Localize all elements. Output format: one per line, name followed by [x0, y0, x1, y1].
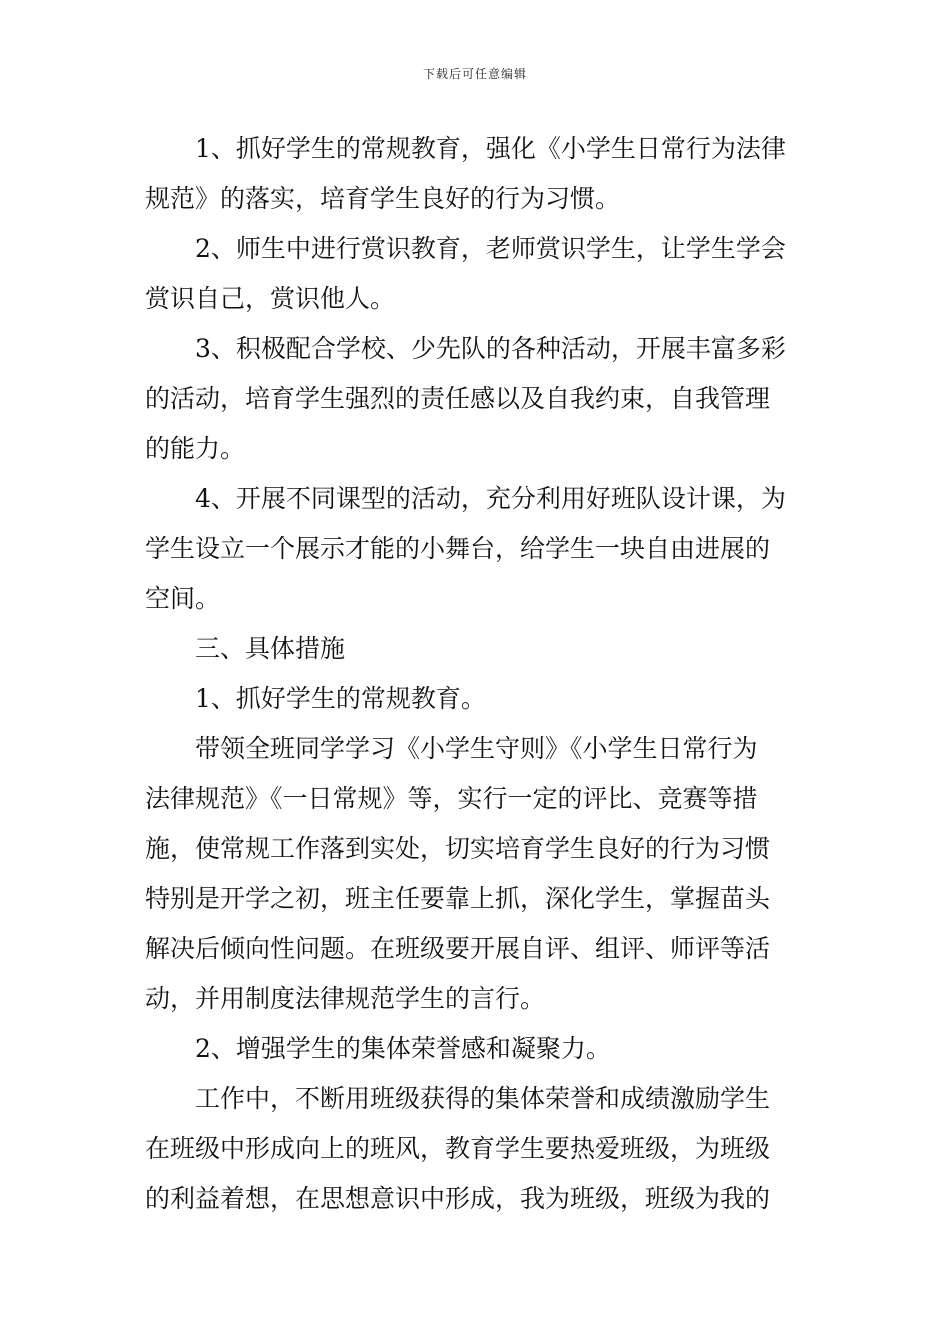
- text-line: 特别是开学之初，班主任要靠上抓，深化学生，掌握苗头: [145, 884, 771, 913]
- section-heading: 三、具体措施: [195, 634, 346, 663]
- text-line: 工作中，不断用班级获得的集体荣誉和成绩激励学生: [195, 1084, 771, 1113]
- text-line: 赏识自己，赏识他人。: [145, 284, 396, 313]
- text-line: 空间。: [145, 584, 221, 613]
- text-line: 的能力。: [145, 434, 246, 463]
- subsection-heading: 2、增强学生的集体荣誉感和凝聚力。: [195, 1034, 611, 1063]
- text-line: 4、开展不同课型的活动，充分利用好班队设计课，为: [195, 484, 786, 513]
- text-line: 1、抓好学生的常规教育，强化《小学生日常行为法律: [195, 134, 786, 163]
- text-line: 在班级中形成向上的班风，教育学生要热爱班级，为班级: [145, 1134, 771, 1163]
- text-line: 解决后倾向性问题。在班级要开展自评、组评、师评等活: [145, 934, 771, 963]
- text-line: 带领全班同学学习《小学生守则》《小学生日常行为: [195, 734, 758, 763]
- text-line: 的活动，培育学生强烈的责任感以及自我约束，自我管理: [145, 384, 771, 413]
- text-line: 法律规范》《一日常规》等，实行一定的评比、竞赛等措: [145, 784, 758, 813]
- text-line: 2、师生中进行赏识教育，老师赏识学生，让学生学会: [195, 234, 786, 263]
- document-body: [145, 124, 815, 1224]
- page-header: 下载后可任意编辑: [422, 67, 527, 81]
- subsection-heading: 1、抓好学生的常规教育。: [195, 684, 486, 713]
- text-line: 规范》的落实，培育学生良好的行为习惯。: [145, 184, 621, 213]
- text-line: 动，并用制度法律规范学生的言行。: [145, 984, 546, 1013]
- text-line: 的利益着想，在思想意识中形成，我为班级，班级为我的: [145, 1184, 771, 1213]
- text-line: 3、积极配合学校、少先队的各种活动，开展丰富多彩: [195, 334, 786, 363]
- text-line: 学生设立一个展示才能的小舞台，给学生一块自由进展的: [145, 534, 771, 563]
- text-line: 施，使常规工作落到实处，切实培育学生良好的行为习惯: [145, 834, 771, 863]
